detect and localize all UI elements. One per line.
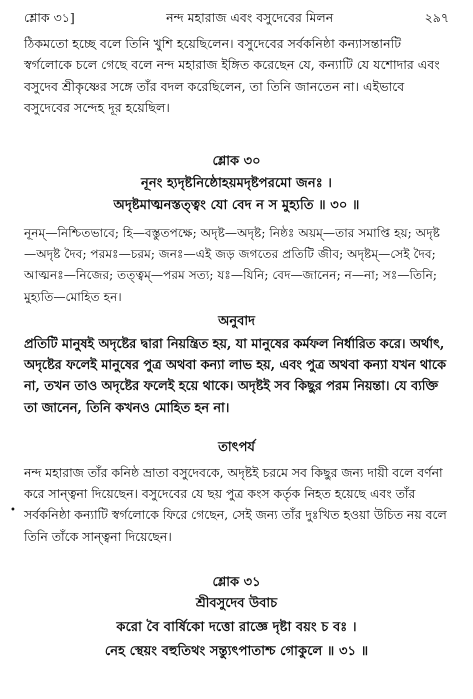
translation-text: প্রতিটি মানুষই অদৃষ্টের দ্বারা নিয়ন্ত্রিত হয়, যা মানুষের কর্মফল নির্ধারিত করে। অর্থাৎ, অদৃষ্টের ফলেই মানুষের পুত্র অথবা কন্যা লাভ হয়, এবং পুত্র অথবা কন্যা যখন থাকে না, তখন তাও অদৃষ্টের ফলেই হয়ে থাকে। অদৃষ্টই সব কিছুর পরম নিয়ন্তা। যে ব্যক্তি তা জানেন, তিনি কখনও মোহিত হন না। — [24, 337, 446, 416]
intro-paragraph: ঠিকমতো হচ্ছে বলে তিনি খুশি হয়েছিলেন। বসুদেবের সর্বকনিষ্ঠা কন্যাসন্তানটি স্বর্গলোকে চলে গেছে বলে নন্দ মহারাজ ইঙ্গিত করেছেন যে, কন্যাটি যে যশোদার এবং বসুদেব শ্রীকৃষ্ণের সঙ্গে তাঁর বদল করেছিলেন, তা তিনি জানতেন না। এইভাবে বসুদেবের সন্দেহ দূর হয়েছিল। — [24, 36, 440, 116]
stray-mark: • — [10, 505, 16, 516]
shloka-30-line-1: নূনং হ্যদৃষ্টনিষ্ঠোহয়মদৃষ্টপরমো জনঃ । — [140, 176, 333, 191]
purport-text: নন্দ মহারাজ তাঁর কনিষ্ঠ ভ্রাতা বসুদেবকে, অদৃষ্টই চরমে সব কিছুর জন্য দায়ী বলে বর্ণনা করে সান্ত্বনা দিয়েছেন। বসুদেবের যে ছয় পুত্র কংস কর্তৃক নিহত হয়েছে এবং তাঁর সর্বকনিষ্ঠা কন্যাটি স্বর্গলোকে ফিরে গেছেন, সেই জন্য তাঁর দুঃখিত হওয়া উচিত নয় বলে তিনি তাঁকে সান্ত্বনা দিয়েছেন। — [24, 465, 447, 544]
header-verse-ref: শ্লোক ৩১] — [24, 10, 75, 25]
shloka-31-line-1: করো বৈ বার্ষিকো দত্তো রাজ্ঞে দৃষ্টা বয়ং চ বঃ । — [116, 620, 357, 635]
header-chapter-title: নন্দ মহারাজ এবং বসুদেবের মিলন — [166, 10, 334, 25]
purport-heading: তাৎপর্য — [218, 440, 255, 455]
shloka-31-heading: শ্লোক ৩১ — [212, 575, 261, 590]
word-for-word-synonyms: নূনম্—নিশ্চিতভাবে; হি—বস্তুতপক্ষে; অদৃষ্ট—অদৃষ্ট; নিষ্ঠঃ অয়ম্—তার সমাপ্তি হয়; অদৃষ্ট—অদৃষ্ট দৈব; পরমঃ—চরম; জনঃ—এই জড় জগতের প্রতিটি জীব; অদৃষ্টম্—সেই দৈব; আত্মনঃ—নিজের; তত্ত্বম্—পরম সত্য; যঃ—যিনি; বেদ—জানেন; ন—না; সঃ—তিনি; মুহ্যতি—মোহিত হন। — [24, 226, 440, 304]
translation-heading: অনুবাদ — [218, 314, 255, 329]
shloka-31-line-2: নেহ স্থেয়ং বহুতিথং সন্ত্যুৎপাতাশ্চ গোকুলে ॥ ৩১ ॥ — [104, 644, 369, 659]
running-header — [24, 10, 449, 30]
shloka-31-speaker: শ্রীবসুদেব উবাচ — [195, 596, 278, 611]
shloka-30-line-2: অদৃষ্টমাত্মনস্তত্ত্বং যো বেদ ন স মুহ্যতি ॥ ৩০ ॥ — [113, 198, 360, 213]
page-number: ২৯৭ — [424, 10, 449, 25]
shloka-30-heading: শ্লোক ৩০ — [212, 154, 261, 169]
